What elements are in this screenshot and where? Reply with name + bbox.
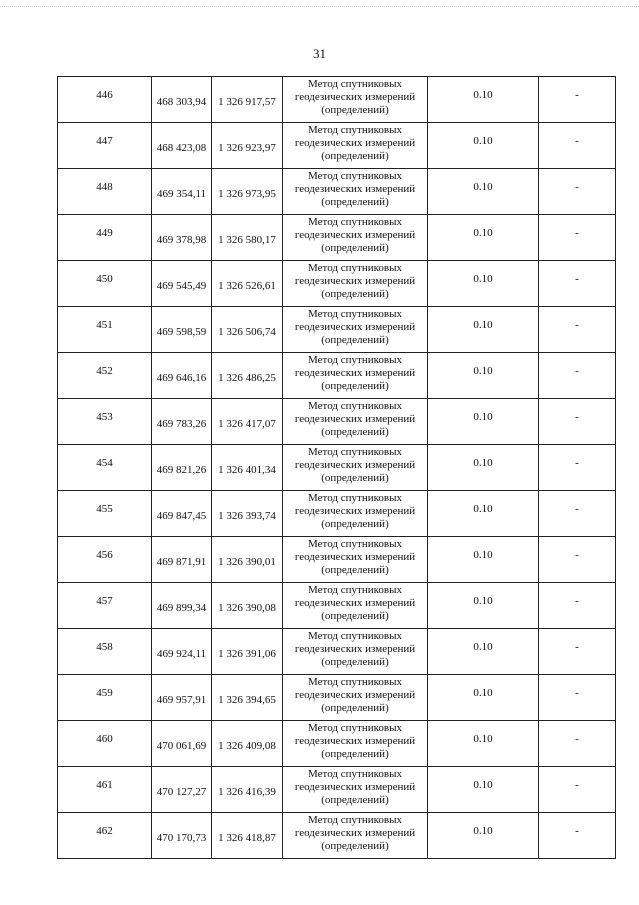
table-row — [58, 445, 616, 491]
method-line: Метод спутниковых — [308, 216, 402, 228]
table-row — [58, 767, 616, 813]
x-coordinate-cell: 470 170,73 — [152, 813, 212, 859]
coordinates-table — [57, 76, 616, 859]
table-row — [58, 353, 616, 399]
x-coordinate-cell: 468 303,94 — [152, 77, 212, 123]
note-cell: - — [539, 675, 616, 721]
y-coordinate-cell: 1 326 917,57 — [212, 77, 283, 123]
method-line: (определений) — [321, 426, 389, 438]
method-cell — [283, 307, 428, 353]
accuracy-cell: 0.10 — [428, 491, 539, 537]
method-line: (определений) — [321, 196, 389, 208]
method-line: (определений) — [321, 840, 389, 852]
method-line: Метод спутниковых — [308, 538, 402, 550]
accuracy-cell: 0.10 — [428, 215, 539, 261]
table-row — [58, 491, 616, 537]
y-coordinate-cell: 1 326 393,74 — [212, 491, 283, 537]
note-cell: - — [539, 445, 616, 491]
note-cell: - — [539, 261, 616, 307]
note-cell: - — [539, 813, 616, 859]
scan-top-edge — [0, 6, 639, 7]
y-coordinate-cell: 1 326 506,74 — [212, 307, 283, 353]
point-number-cell: 450 — [58, 261, 152, 307]
x-coordinate-cell: 469 871,91 — [152, 537, 212, 583]
accuracy-cell: 0.10 — [428, 261, 539, 307]
table-row — [58, 583, 616, 629]
x-coordinate-cell: 469 924,11 — [152, 629, 212, 675]
point-number-cell: 461 — [58, 767, 152, 813]
accuracy-cell: 0.10 — [428, 813, 539, 859]
y-coordinate-cell: 1 326 486,25 — [212, 353, 283, 399]
method-line: геодезических измерений — [294, 689, 416, 701]
method-line: геодезических измерений — [294, 459, 416, 471]
method-cell — [283, 169, 428, 215]
y-coordinate-cell: 1 326 390,01 — [212, 537, 283, 583]
note-cell: - — [539, 767, 616, 813]
method-line: Метод спутниковых — [308, 492, 402, 504]
accuracy-cell: 0.10 — [428, 721, 539, 767]
method-line: (определений) — [321, 104, 389, 116]
note-cell: - — [539, 77, 616, 123]
table-row — [58, 399, 616, 445]
accuracy-cell: 0.10 — [428, 399, 539, 445]
table-row — [58, 629, 616, 675]
accuracy-cell: 0.10 — [428, 123, 539, 169]
page-number: 31 — [313, 46, 326, 61]
method-line: (определений) — [321, 564, 389, 576]
point-number-cell: 462 — [58, 813, 152, 859]
accuracy-cell: 0.10 — [428, 307, 539, 353]
y-coordinate-cell: 1 326 401,34 — [212, 445, 283, 491]
method-line: геодезических измерений — [294, 413, 416, 425]
method-line: геодезических измерений — [294, 367, 416, 379]
x-coordinate-cell: 469 957,91 — [152, 675, 212, 721]
method-line: геодезических измерений — [294, 229, 416, 241]
table-row — [58, 813, 616, 859]
method-line: (определений) — [321, 610, 389, 622]
method-cell — [283, 445, 428, 491]
note-cell: - — [539, 491, 616, 537]
method-line: геодезических измерений — [294, 643, 416, 655]
method-line: геодезических измерений — [294, 597, 416, 609]
method-line: Метод спутниковых — [308, 400, 402, 412]
y-coordinate-cell: 1 326 526,61 — [212, 261, 283, 307]
x-coordinate-cell: 469 545,49 — [152, 261, 212, 307]
method-line: Метод спутниковых — [308, 308, 402, 320]
method-line: (определений) — [321, 150, 389, 162]
note-cell: - — [539, 537, 616, 583]
point-number-cell: 455 — [58, 491, 152, 537]
accuracy-cell: 0.10 — [428, 77, 539, 123]
method-line: Метод спутниковых — [308, 768, 402, 780]
y-coordinate-cell: 1 326 391,06 — [212, 629, 283, 675]
method-cell — [283, 721, 428, 767]
note-cell: - — [539, 123, 616, 169]
y-coordinate-cell: 1 326 394,65 — [212, 675, 283, 721]
method-line: геодезических измерений — [294, 827, 416, 839]
x-coordinate-cell: 469 354,11 — [152, 169, 212, 215]
method-line: (определений) — [321, 472, 389, 484]
method-line: геодезических измерений — [294, 183, 416, 195]
method-cell — [283, 813, 428, 859]
method-line: (определений) — [321, 702, 389, 714]
accuracy-cell: 0.10 — [428, 169, 539, 215]
method-line: геодезических измерений — [294, 505, 416, 517]
accuracy-cell: 0.10 — [428, 767, 539, 813]
note-cell: - — [539, 215, 616, 261]
point-number-cell: 447 — [58, 123, 152, 169]
table-row — [58, 307, 616, 353]
x-coordinate-cell: 468 423,08 — [152, 123, 212, 169]
table-row — [58, 169, 616, 215]
method-line: геодезических измерений — [294, 137, 416, 149]
point-number-cell: 446 — [58, 77, 152, 123]
table-row — [58, 261, 616, 307]
method-line: Метод спутниковых — [308, 584, 402, 596]
point-number-cell: 456 — [58, 537, 152, 583]
method-cell — [283, 675, 428, 721]
point-number-cell: 460 — [58, 721, 152, 767]
method-line: Метод спутниковых — [308, 262, 402, 274]
method-cell — [283, 353, 428, 399]
method-cell — [283, 261, 428, 307]
table-row — [58, 77, 616, 123]
accuracy-cell: 0.10 — [428, 353, 539, 399]
y-coordinate-cell: 1 326 416,39 — [212, 767, 283, 813]
y-coordinate-cell: 1 326 417,07 — [212, 399, 283, 445]
method-cell — [283, 537, 428, 583]
method-cell — [283, 77, 428, 123]
note-cell: - — [539, 583, 616, 629]
method-line: Метод спутниковых — [308, 354, 402, 366]
point-number-cell: 452 — [58, 353, 152, 399]
accuracy-cell: 0.10 — [428, 629, 539, 675]
y-coordinate-cell: 1 326 409,08 — [212, 721, 283, 767]
accuracy-cell: 0.10 — [428, 445, 539, 491]
y-coordinate-cell: 1 326 390,08 — [212, 583, 283, 629]
method-line: Метод спутниковых — [308, 124, 402, 136]
method-cell — [283, 629, 428, 675]
x-coordinate-cell: 470 061,69 — [152, 721, 212, 767]
method-cell — [283, 123, 428, 169]
y-coordinate-cell: 1 326 418,87 — [212, 813, 283, 859]
method-line: Метод спутниковых — [308, 170, 402, 182]
method-line: (определений) — [321, 748, 389, 760]
point-number-cell: 451 — [58, 307, 152, 353]
method-line: геодезических измерений — [294, 781, 416, 793]
x-coordinate-cell: 469 783,26 — [152, 399, 212, 445]
method-line: геодезических измерений — [294, 275, 416, 287]
x-coordinate-cell: 469 899,34 — [152, 583, 212, 629]
method-cell — [283, 491, 428, 537]
method-cell — [283, 767, 428, 813]
point-number-cell: 454 — [58, 445, 152, 491]
method-cell — [283, 583, 428, 629]
method-line: Метод спутниковых — [308, 722, 402, 734]
accuracy-cell: 0.10 — [428, 583, 539, 629]
table-row — [58, 721, 616, 767]
method-line: Метод спутниковых — [308, 446, 402, 458]
method-cell — [283, 215, 428, 261]
method-cell — [283, 399, 428, 445]
method-line: Метод спутниковых — [308, 630, 402, 642]
note-cell: - — [539, 629, 616, 675]
y-coordinate-cell: 1 326 973,95 — [212, 169, 283, 215]
x-coordinate-cell: 469 598,59 — [152, 307, 212, 353]
point-number-cell: 453 — [58, 399, 152, 445]
method-line: (определений) — [321, 656, 389, 668]
method-line: (определений) — [321, 288, 389, 300]
y-coordinate-cell: 1 326 923,97 — [212, 123, 283, 169]
note-cell: - — [539, 307, 616, 353]
point-number-cell: 457 — [58, 583, 152, 629]
point-number-cell: 459 — [58, 675, 152, 721]
method-line: (определений) — [321, 380, 389, 392]
coordinates-table-body — [58, 77, 616, 859]
method-line: геодезических измерений — [294, 321, 416, 333]
table-row — [58, 215, 616, 261]
method-line: Метод спутниковых — [308, 78, 402, 90]
method-line: геодезических измерений — [294, 551, 416, 563]
x-coordinate-cell: 469 378,98 — [152, 215, 212, 261]
method-line: геодезических измерений — [294, 735, 416, 747]
point-number-cell: 448 — [58, 169, 152, 215]
method-line: (определений) — [321, 242, 389, 254]
table-row — [58, 123, 616, 169]
x-coordinate-cell: 469 821,26 — [152, 445, 212, 491]
note-cell: - — [539, 721, 616, 767]
point-number-cell: 458 — [58, 629, 152, 675]
note-cell: - — [539, 399, 616, 445]
x-coordinate-cell: 469 646,16 — [152, 353, 212, 399]
method-line: (определений) — [321, 334, 389, 346]
y-coordinate-cell: 1 326 580,17 — [212, 215, 283, 261]
method-line: геодезических измерений — [294, 91, 416, 103]
point-number-cell: 449 — [58, 215, 152, 261]
method-line: (определений) — [321, 794, 389, 806]
method-line: Метод спутниковых — [308, 814, 402, 826]
accuracy-cell: 0.10 — [428, 675, 539, 721]
x-coordinate-cell: 470 127,27 — [152, 767, 212, 813]
method-line: Метод спутниковых — [308, 676, 402, 688]
table-row — [58, 675, 616, 721]
accuracy-cell: 0.10 — [428, 537, 539, 583]
method-line: (определений) — [321, 518, 389, 530]
note-cell: - — [539, 169, 616, 215]
table-row — [58, 537, 616, 583]
note-cell: - — [539, 353, 616, 399]
x-coordinate-cell: 469 847,45 — [152, 491, 212, 537]
